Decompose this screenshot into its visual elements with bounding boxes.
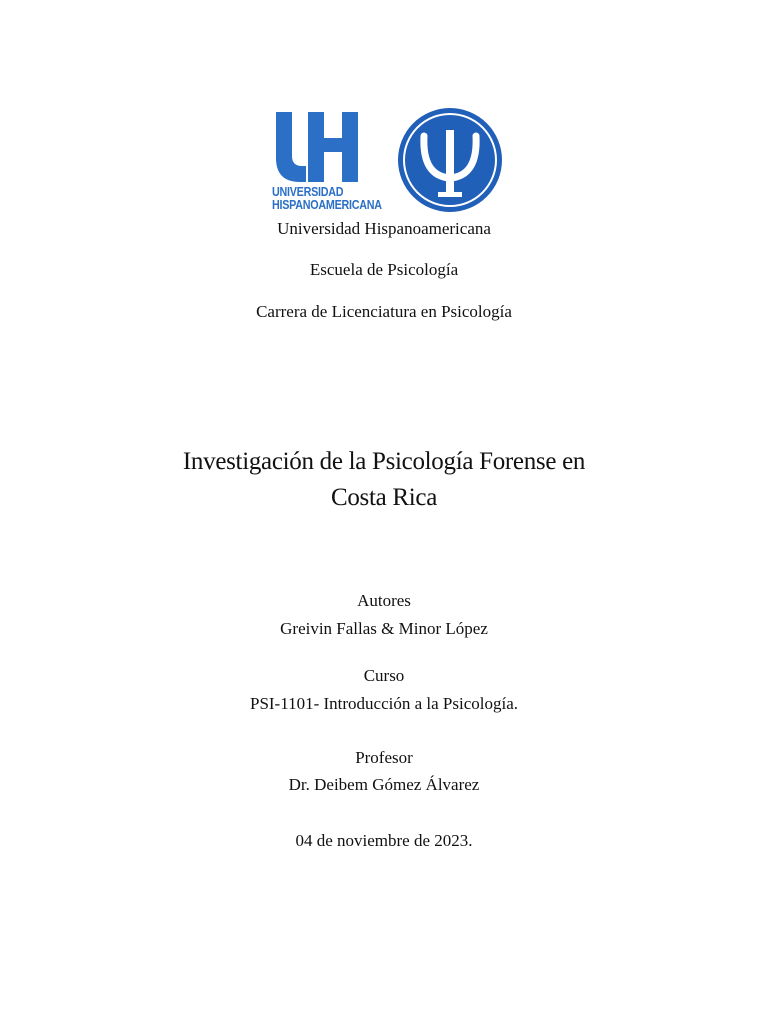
- psi-icon: [394, 104, 506, 216]
- course-name: PSI-1101- Introducción a la Psicología.: [249, 694, 518, 713]
- uh-wordmark-line2: HISPANOAMERICANA: [272, 198, 382, 212]
- school-name: Escuela de Psicología: [309, 260, 459, 279]
- university-name: Universidad Hispanoamericana: [277, 219, 491, 238]
- logo-header: [0, 100, 768, 220]
- course-label: Curso: [363, 666, 405, 685]
- document-title-line1: Investigación de la Psicología Forense en: [182, 448, 586, 475]
- uh-wordmark-line1: UNIVERSIDAD: [272, 185, 344, 199]
- professor-name: Dr. Deibem Gómez Álvarez: [288, 775, 480, 794]
- authors-label: Autores: [357, 591, 411, 610]
- authors-names: Greivin Fallas & Minor López: [280, 619, 488, 638]
- program-name: Carrera de Licenciatura en Psicología: [256, 302, 512, 321]
- document-title-line2: Costa Rica: [330, 484, 437, 511]
- professor-label: Profesor: [355, 748, 413, 767]
- document-date: 04 de noviembre de 2023.: [295, 831, 473, 850]
